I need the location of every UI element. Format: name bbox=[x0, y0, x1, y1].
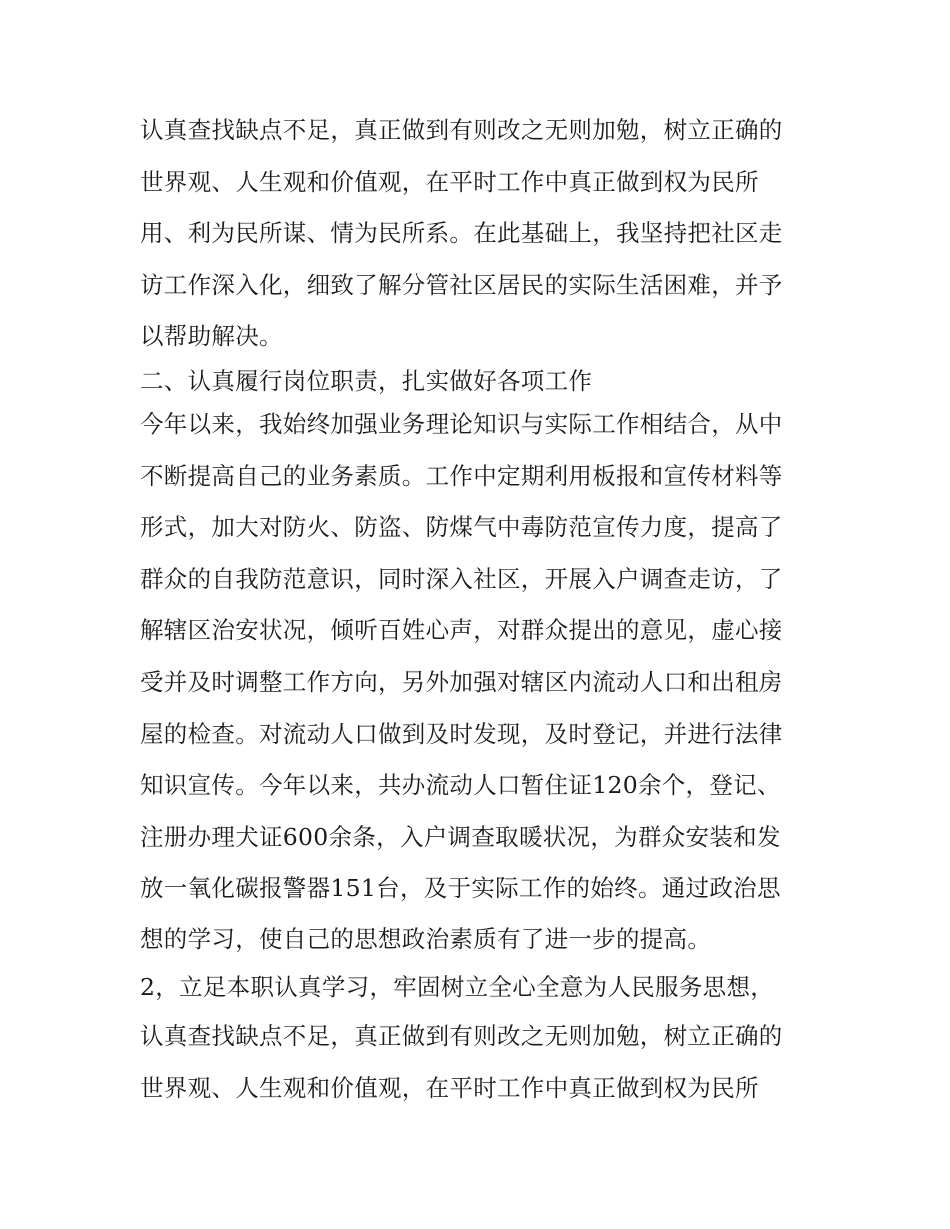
section-heading: 二、认真履行岗位职责，扎实做好各项工作 bbox=[140, 366, 593, 395]
text-line-12: 受并及时调整工作方向，另外加强对辖区内流动人口和出租房 bbox=[140, 667, 783, 696]
numbered-item-2: 2，立足本职认真学习，牢固树立全心全意为人民服务思想， bbox=[140, 972, 775, 1001]
text-line-13: 屋的检查。对流动人口做到及时发现，及时登记，并进行法律 bbox=[140, 719, 783, 748]
text-line-11: 解辖区治安状况，倾听百姓心声，对群众提出的意见，虚心接 bbox=[140, 616, 783, 645]
text-line-5: 以帮助解决。 bbox=[140, 322, 283, 351]
text-line-2: 世界观、人生观和价值观，在平时工作中真正做到权为民所 bbox=[140, 167, 759, 196]
text-line-20: 世界观、人生观和价值观，在平时工作中真正做到权为民所 bbox=[140, 1073, 759, 1102]
text-line-15: 注册办理犬证600余条，入户调查取暖状况，为群众安装和发 bbox=[140, 822, 781, 851]
text-line-10: 群众的自我防范意识，同时深入社区，开展入户调查走访，了 bbox=[140, 564, 783, 593]
text-line-9: 形式，加大对防火、防盗、防煤气中毒防范宣传力度，提高了 bbox=[140, 513, 783, 542]
document-body bbox=[140, 105, 820, 1114]
text-line-4: 访工作深入化，细致了解分管社区居民的实际生活困难，并予 bbox=[140, 270, 783, 299]
text-line-3: 用、利为民所谋、情为民所系。在此基础上，我坚持把社区走 bbox=[140, 219, 783, 248]
text-line-16: 放一氧化碳报警器151台，及于实际工作的始终。通过政治思 bbox=[140, 874, 781, 903]
text-line-14: 知识宣传。今年以来，共办流动人口暂住证120余个，登记、 bbox=[140, 771, 781, 800]
text-line-7: 今年以来，我始终加强业务理论知识与实际工作相结合，从中 bbox=[140, 409, 783, 438]
text-line-17: 想的学习，使自己的思想政治素质有了进一步的提高。 bbox=[140, 924, 712, 953]
text-line-8: 不断提高自己的业务素质。工作中定期利用板报和宣传材料等 bbox=[140, 461, 783, 490]
text-line-19: 认真查找缺点不足，真正做到有则改之无则加勉，树立正确的 bbox=[140, 1021, 783, 1050]
text-line-1: 认真查找缺点不足，真正做到有则改之无则加勉，树立正确的 bbox=[140, 116, 783, 144]
